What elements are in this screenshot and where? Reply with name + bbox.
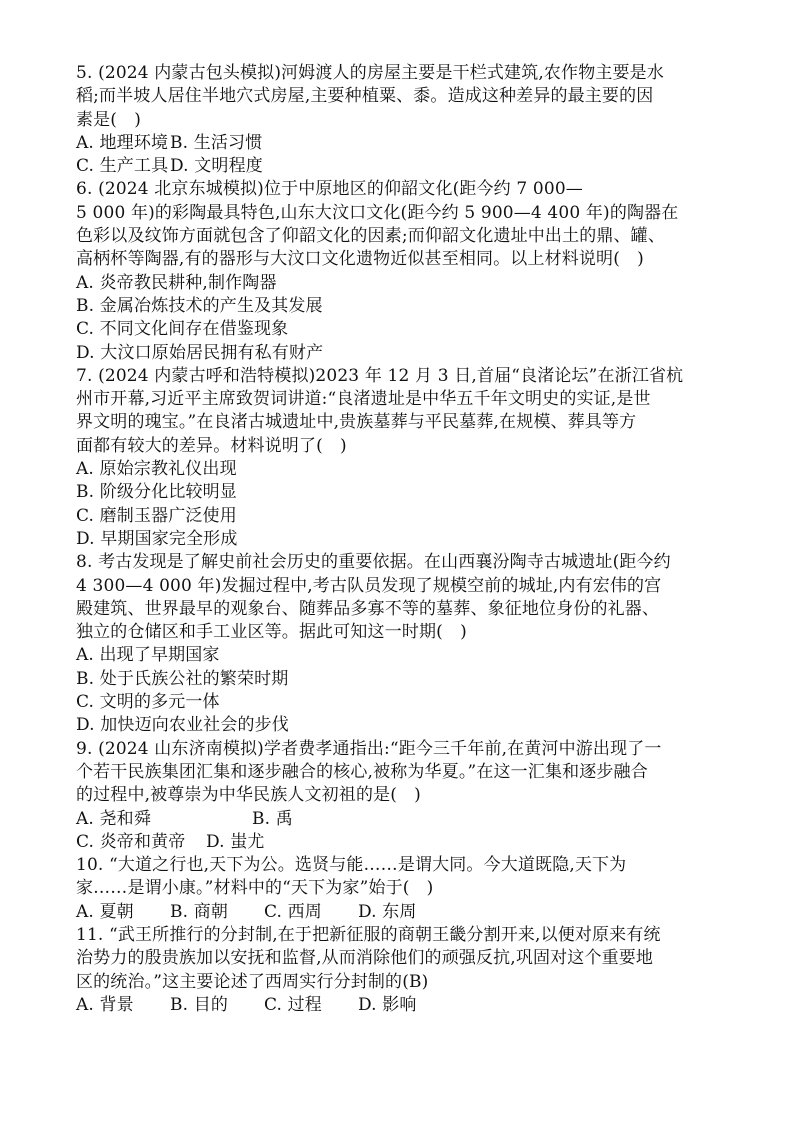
exam-page bbox=[76, 62, 726, 1017]
question-text-line: 家……是谓小康。”材料中的“天下为家”始于( ) bbox=[76, 878, 434, 899]
question-text-line: 区的统治。”这主要论述了西周实行分封制的(B) bbox=[76, 971, 429, 992]
option-b: B. 处于氏族公社的繁荣时期 bbox=[76, 668, 289, 689]
option-b: B. 金属冶炼技术的产生及其发展 bbox=[76, 295, 323, 316]
question-text-line: 10. “大道之行也,天下为公。选贤与能……是谓大同。今大道既隐,天下为 bbox=[76, 855, 627, 876]
question-text-line: 殿建筑、世界最早的观象台、随葬品多寡不等的墓葬、象征地位身份的礼器、 bbox=[76, 598, 660, 619]
options-row bbox=[76, 155, 726, 178]
option-d: D. 加快迈向农业社会的步伐 bbox=[76, 715, 289, 736]
option-c: C. 磨制玉器广泛使用 bbox=[76, 505, 237, 526]
option-a: A. 背景 bbox=[76, 994, 134, 1015]
question-8 bbox=[76, 551, 726, 737]
option-a: A. 尧和舜 bbox=[76, 808, 151, 829]
option-c: C. 文明的多元一体 bbox=[76, 692, 220, 713]
option-d: D. 大汶口原始居民拥有私有财产 bbox=[76, 342, 324, 363]
options-row bbox=[76, 901, 726, 924]
options-row bbox=[76, 808, 726, 831]
question-text-line: 治势力的殷贵族加以安抚和监督,从而消除他们的顽强反抗,巩固对这个重要地 bbox=[76, 948, 654, 969]
question-6 bbox=[76, 178, 726, 364]
question-text-line: 面都有较大的差异。材料说明了( ) bbox=[76, 435, 347, 456]
option-b: B. 商朝 bbox=[170, 901, 229, 922]
option-a: A. 炎帝教民耕种,制作陶器 bbox=[76, 272, 277, 293]
option-b: B. 禹 bbox=[252, 808, 293, 829]
option-c: C. 炎帝和黄帝 bbox=[76, 831, 186, 852]
question-text-line: 4 300—4 000 年)发掘过程中,考古队员发现了规模空前的城址,内有宏伟的宫 bbox=[76, 575, 662, 596]
question-text-line: 个若干民族集团汇集和逐步融合的核心,被称为华夏。”在这一汇集和逐步融合 bbox=[76, 761, 648, 782]
option-d: D. 蚩尤 bbox=[206, 831, 265, 852]
option-d: D. 东周 bbox=[358, 901, 417, 922]
question-text-line: 的过程中,被尊崇为中华民族人文初祖的是( ) bbox=[76, 785, 421, 806]
question-text-line: 5 000 年)的彩陶最具特色,山东大汶口文化(距今约 5 900—4 400 年)的陶器在 bbox=[76, 202, 679, 223]
question-text-line: 独立的仓储区和手工业区等。据此可知这一时期( ) bbox=[76, 622, 467, 643]
question-text-line: 7. (2024 内蒙古呼和浩特模拟)2023 年 12 月 3 日,首届“良渚论坛”在浙江省杭 bbox=[76, 365, 684, 386]
option-c: C. 西周 bbox=[264, 901, 322, 922]
question-text-line: 高柄杯等陶器,有的器形与大汶口文化遗物近似甚至相同。以上材料说明( ) bbox=[76, 249, 644, 270]
question-text-line: 8. 考古发现是了解史前社会历史的重要依据。在山西襄汾陶寺古城遗址(距今约 bbox=[76, 552, 671, 573]
question-5 bbox=[76, 62, 726, 178]
question-11 bbox=[76, 924, 726, 1017]
question-text-line: 色彩以及纹饰方面就包含了仰韶文化的因素;而仰韶文化遗址中出土的鼎、罐、 bbox=[76, 226, 665, 247]
question-7 bbox=[76, 365, 726, 551]
question-9 bbox=[76, 738, 726, 854]
option-d: D. 文明程度 bbox=[170, 156, 263, 177]
option-c: C. 生产工具 bbox=[76, 156, 169, 177]
option-d: D. 早期国家完全形成 bbox=[76, 528, 238, 549]
question-text-line: 9. (2024 山东济南模拟)学者费孝通指出:“距今三千年前,在黄河中游出现了一 bbox=[76, 738, 662, 759]
question-text-line: 素是( ) bbox=[76, 109, 142, 130]
option-b: B. 阶级分化比较明显 bbox=[76, 482, 237, 503]
question-text-line: 11. “武王所推行的分封制,在于把新征服的商朝王畿分割开来,以便对原来有统 bbox=[76, 924, 661, 945]
option-a: A. 夏朝 bbox=[76, 901, 134, 922]
question-text-line: 州市开幕,习近平主席致贺词讲道:“良渚遗址是中华五千年文明史的实证,是世 bbox=[76, 389, 651, 410]
question-10 bbox=[76, 854, 726, 924]
options-row bbox=[76, 132, 726, 155]
option-c: C. 不同文化间存在借鉴现象 bbox=[76, 319, 289, 340]
question-text-line: 界文明的瑰宝。”在良渚古城遗址中,贵族墓葬与平民墓葬,在规模、葬具等方 bbox=[76, 412, 637, 433]
option-a: A. 地理环境 bbox=[76, 132, 169, 153]
option-a: A. 出现了早期国家 bbox=[76, 645, 220, 666]
option-b: B. 生活习惯 bbox=[170, 132, 263, 153]
option-b: B. 目的 bbox=[170, 994, 229, 1015]
option-c: C. 过程 bbox=[264, 994, 322, 1015]
options-row bbox=[76, 831, 726, 854]
option-a: A. 原始宗教礼仪出现 bbox=[76, 459, 237, 480]
question-text-line: 稻;而半坡人居住半地穴式房屋,主要种植粟、黍。造成这种差异的最主要的因 bbox=[76, 86, 654, 107]
option-d: D. 影响 bbox=[358, 994, 417, 1015]
question-text-line: 5. (2024 内蒙古包头模拟)河姆渡人的房屋主要是干栏式建筑,农作物主要是水 bbox=[76, 63, 664, 83]
options-row bbox=[76, 994, 726, 1017]
question-text-line: 6. (2024 北京东城模拟)位于中原地区的仰韶文化(距今约 7 000— bbox=[76, 179, 583, 200]
